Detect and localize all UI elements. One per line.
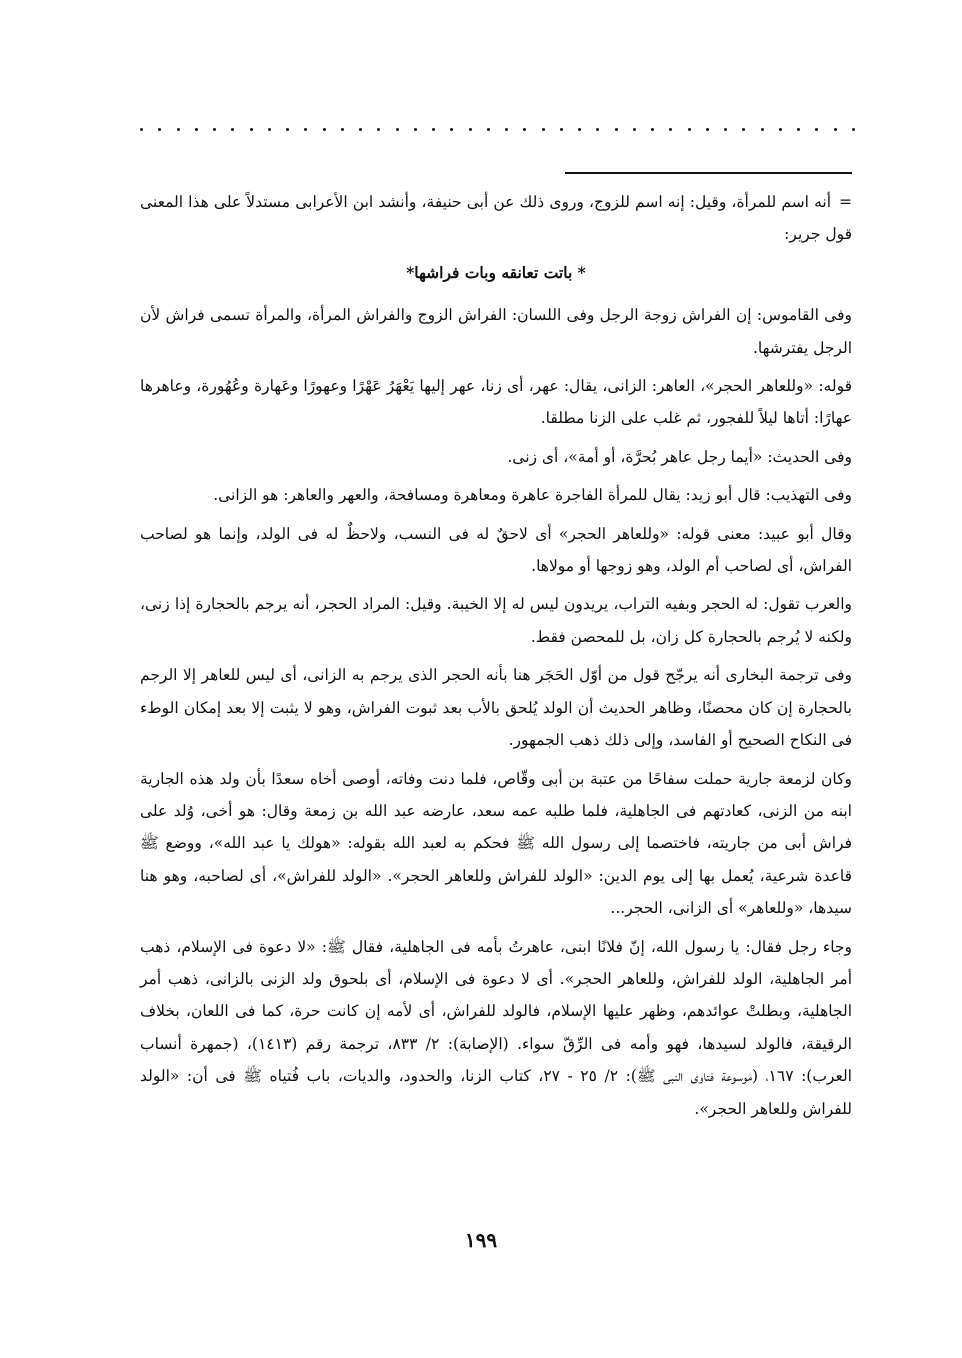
paragraph-hadith: وفى الحديث: «أيما رجل عاهر بُحرَّة، أو أمة»، أى زنى. — [507, 447, 852, 466]
separator-dot — [596, 128, 599, 131]
separator-dot — [615, 128, 618, 131]
separator-dot — [834, 128, 837, 131]
separator-dot — [231, 128, 234, 131]
separator-dot — [651, 128, 654, 131]
separator-dot — [396, 128, 399, 131]
separator-dot — [341, 128, 344, 131]
paragraph-continued — [140, 186, 852, 251]
separator-dot — [761, 128, 764, 131]
separator-dot — [195, 128, 198, 131]
separator-dot — [633, 128, 636, 131]
separator-dot — [706, 128, 709, 131]
separator-dot — [432, 128, 435, 131]
paragraph-tahdhib: وفى التهذيب: قال أبو زيد: يقال للمرأة الفاجرة عاهرة ومعاهرة ومسافحة، والعهر والعاهر: هو الزانى. — [213, 486, 852, 505]
continuation-mark: = — [839, 193, 852, 211]
separator-dot — [560, 128, 563, 131]
separator-dot — [724, 128, 727, 131]
footnote-rule — [565, 172, 852, 174]
separator-dot — [852, 128, 855, 131]
separator-dot — [578, 128, 581, 131]
separator-dot — [779, 128, 782, 131]
page-number: ١٩٩ — [464, 1228, 498, 1252]
dotted-separator — [140, 128, 855, 140]
paragraph-zamaa: وكان لزمعة جارية حملت سفاحًا من عتبة بن أبى وقّاص، فلما دنت وفاته، أوصى أخاه سعدًا بأن ولد هذه الجارية ابنه من الزنى، كعادتهم فى الجاهلية، فلما طلبه عمه سعد، عارضه عبد الله بن زمعة وقال: هو أخى، وُلد على فراش أبى من جاريته، فاختصما إلى رسول الله ﷺ فحكم به لعبد الله بقوله: «هولك يا عبد الله»، ووضع ﷺ قاعدة شرعية، يُعمل بها إلى يوم الدين: «الولد للفراش وللعاهر الحجر». «الولد للفراش»، أى لصاحبه، وهو هنا سيدها، «وللعاهر» أى الزانى، الحجر... — [140, 769, 852, 918]
paragraph-bukhari: وفى ترجمة البخارى أنه يرجّح قول من أوّل الحَجَر هنا بأنه الحجر الذى يرجم به الزانى، أى ليس للعاهر إلا الرجم بالحجارة إن كان محصنًا، وظاهر الحديث أن الولد يُلحق بالأب بعد ثبوت الفراش، وهو لا يثبت إلا بعد إمكان الوطء فى النكاح الصحيح أو الفاسد، وإلى ذلك ذهب الجمهور. — [140, 666, 852, 750]
separator-dot — [487, 128, 490, 131]
separator-dot — [158, 128, 161, 131]
footnote-body — [140, 186, 852, 1131]
separator-dot — [542, 128, 545, 131]
paragraph-text: أنه اسم للمرأة، وقيل: إنه اسم للزوج، وروى ذلك عن أبى حنيفة، وأنشد ابن الأعرابى مستدلاً على هذا المعنى قول جرير: — [140, 193, 852, 244]
separator-dot — [304, 128, 307, 131]
separator-dot — [359, 128, 362, 131]
separator-dot — [742, 128, 745, 131]
separator-dot — [797, 128, 800, 131]
separator-dot — [140, 128, 143, 131]
separator-dot — [523, 128, 526, 131]
separator-dot — [268, 128, 271, 131]
separator-dot — [505, 128, 508, 131]
separator-dot — [450, 128, 453, 131]
separator-dot — [250, 128, 253, 131]
separator-dot — [177, 128, 180, 131]
paragraph-rajul: وجاء رجل فقال: يا رسول الله، إنّ فلانًا ابنى، عاهرتُ بأمه فى الجاهلية، فقال ﷺ: «لا دعوة فى الإسلام، ذهب أمر الجاهلية، الولد للفراش، وللعاهر الحجر». أى لا دعوة فى الإسلام، أى بلحوق ولد الزنى بالزانى، ذهب أمر الجاهلية، وبطلتْ عوائدهم، وظهر عليها الإسلام، فالولد للفراش، أى لأمه إن كانت حرة، كما فى اللعان، بخلاف الرقيقة، فالولد لسيدها، فهو وأمه فى الرِّقّ سواء. (الإصابة): ٢/ ٨٣٣، ترجمة رقم (١٤١٣)، (جمهرة أنساب العرب): ١٦٧، (موسوعة فتاوى النبى ﷺ): ٢/ ٢٥ - ٢٧، كتاب الزنا، والحدود، والديات، باب فُتياه ﷺ فى أن: «الولد للفراش وللعاهر الحجر». — [140, 937, 852, 1118]
paragraph-qawluhu: قوله: «وللعاهر الحجر»، العاهر: الزانى، يقال: عهر، أى زنا، عهر إليها يَعْهَرُ عَهْرًا وعهورًا وعَهارة وعُهُورة، وعاهرها عهارًا: أتاها ليلاً للفجور، ثم غلب على الزنا مطلقا. — [140, 377, 852, 428]
paragraph-qamus: وفى القاموس: إن الفراش زوجة الرجل وفى اللسان: الفراش الزوج والفراش المرأة، والمرأة تسمى فراش لأن الرجل يفترشها. — [140, 306, 852, 357]
separator-dot — [286, 128, 289, 131]
paragraph-abu-ubaid: وقال أبو عبيد: معنى قوله: «وللعاهر الحجر» أى لاحقٌ له فى النسب، ولاحظٌ له فى الولد، وإنما هو لصاحب الفراش، أى لصاحب أم الولد، وهو زوجها أو مولاها. — [140, 524, 852, 576]
separator-dot — [414, 128, 417, 131]
separator-dot — [669, 128, 672, 131]
separator-dot — [213, 128, 216, 131]
separator-dot — [815, 128, 818, 131]
paragraph-arab: والعرب تقول: له الحجر وبفيه التراب، يريدون ليس له إلا الخيبة. وقيل: المراد الحجر، أنه يرجم بالحجارة إذا زنى، ولكنه لا يُرجم بالحجارة كل زان، بل للمحصن فقط. — [140, 595, 852, 646]
separator-dot — [323, 128, 326, 131]
separator-dot — [688, 128, 691, 131]
separator-dot — [469, 128, 472, 131]
poetry-verse: * باتت تعانقه وبات فراشها* — [406, 262, 586, 282]
separator-dot — [377, 128, 380, 131]
